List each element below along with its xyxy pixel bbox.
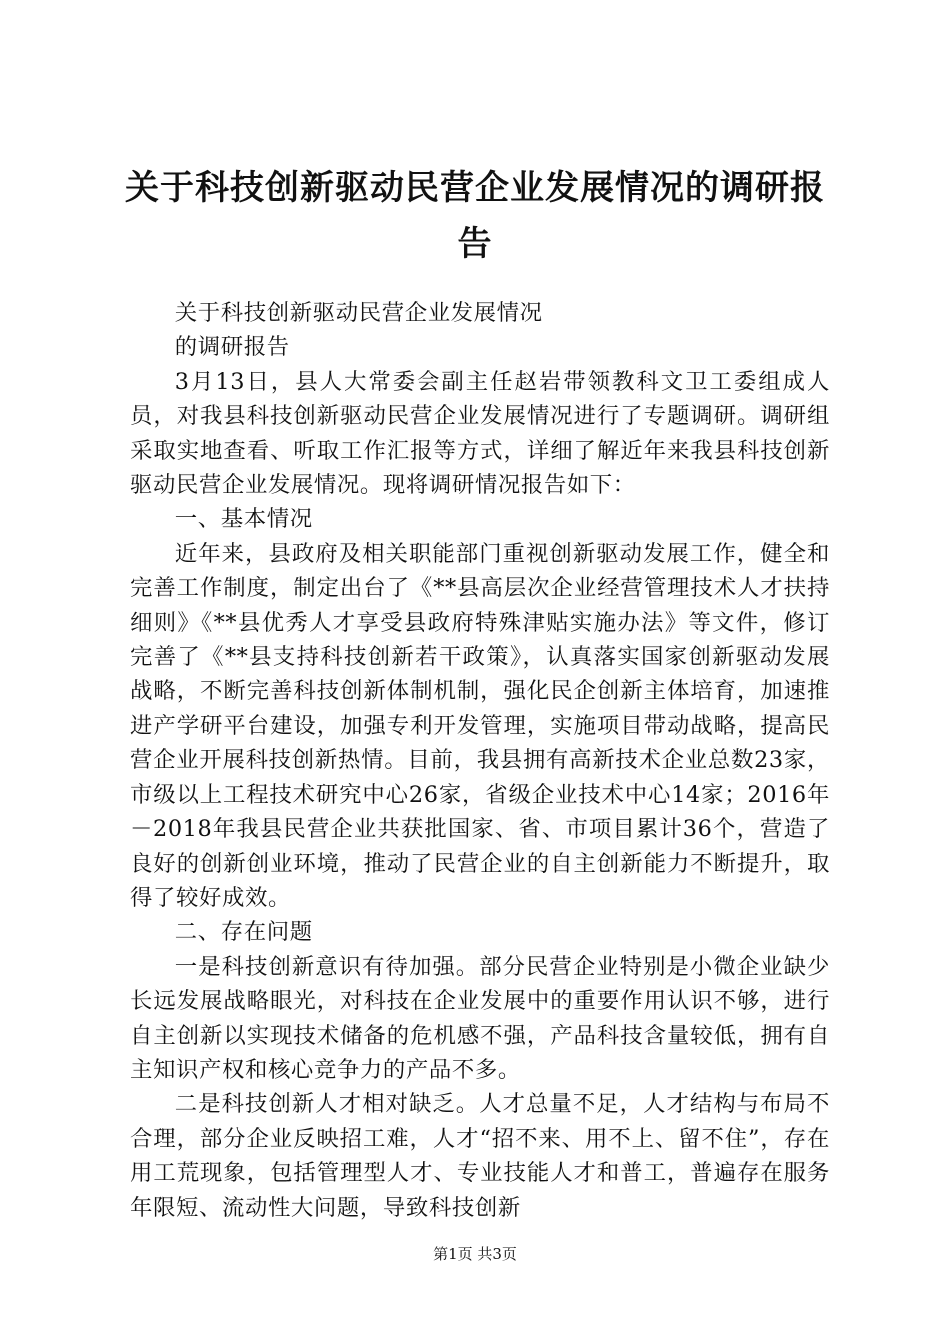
intro-paragraph: 3月13日，县人大常委会副主任赵岩带领教科文卫工委组成人员，对我县科技创新驱动民营企业发展情况进行了专题调研。调研组采取实地查看、听取工作汇报等方式，详细了解近年来我县科技创新驱动民营企业发展情况。现将调研情况报告如下：: [130, 368, 830, 499]
subtitle-line-1: 关于科技创新驱动民营企业发展情况: [174, 300, 543, 326]
document-body: [130, 296, 830, 1225]
section-heading-basic-situation: 一、基本情况: [174, 506, 313, 533]
document-title: 关于科技创新驱动民营企业发展情况的调研报告: [125, 168, 825, 264]
problem-paragraph-2: 二是科技创新人才相对缺乏。人才总量不足，人才结构与布局不合理，部分企业反映招工难，人才“招不来、用不上、留不住”，存在用工荒现象，包括管理型人才、专业技能人才和普工，普遍存在服务年限短、流动性大问题，导致科技创新: [130, 1091, 830, 1221]
problem-paragraph-1: 一是科技创新意识有待加强。部分民营企业特别是小微企业缺少长远发展战略眼光，对科技在企业发展中的重要作用认识不够，进行自主创新以实现技术储备的危机感不强，产品科技含量较低，拥有自主知识产权和核心竞争力的产品不多。: [130, 953, 830, 1083]
basic-situation-paragraph: 近年来，县政府及相关职能部门重视创新驱动发展工作，健全和完善工作制度，制定出台了《**县高层次企业经营管理技术人才扶持细则》《**县优秀人才享受县政府特殊津贴实施办法》等文件，修订完善了《**县支持科技创新若干政策》，认真落实国家创新驱动发展战略，不断完善科技创新体制机制，强化民企创新主体培育，加速推进产学研平台建设，加强专利开发管理，实施项目带动战略，提高民营企业开展科技创新热情。目前，我县拥有高新技术企业总数23家，市级以上工程技术研究中心26家，省级企业技术中心14家；2016年－2018年我县民营企业共获批国家、省、市项目累计36个，营造了良好的创新创业环境，推动了民营企业的自主创新能力不断提升，取得了较好成效。: [130, 540, 830, 911]
subtitle-line-2: 的调研报告: [174, 334, 290, 361]
page-number-footer: 第1页 共3页: [433, 1245, 517, 1263]
section-heading-problems: 二、存在问题: [174, 919, 313, 946]
